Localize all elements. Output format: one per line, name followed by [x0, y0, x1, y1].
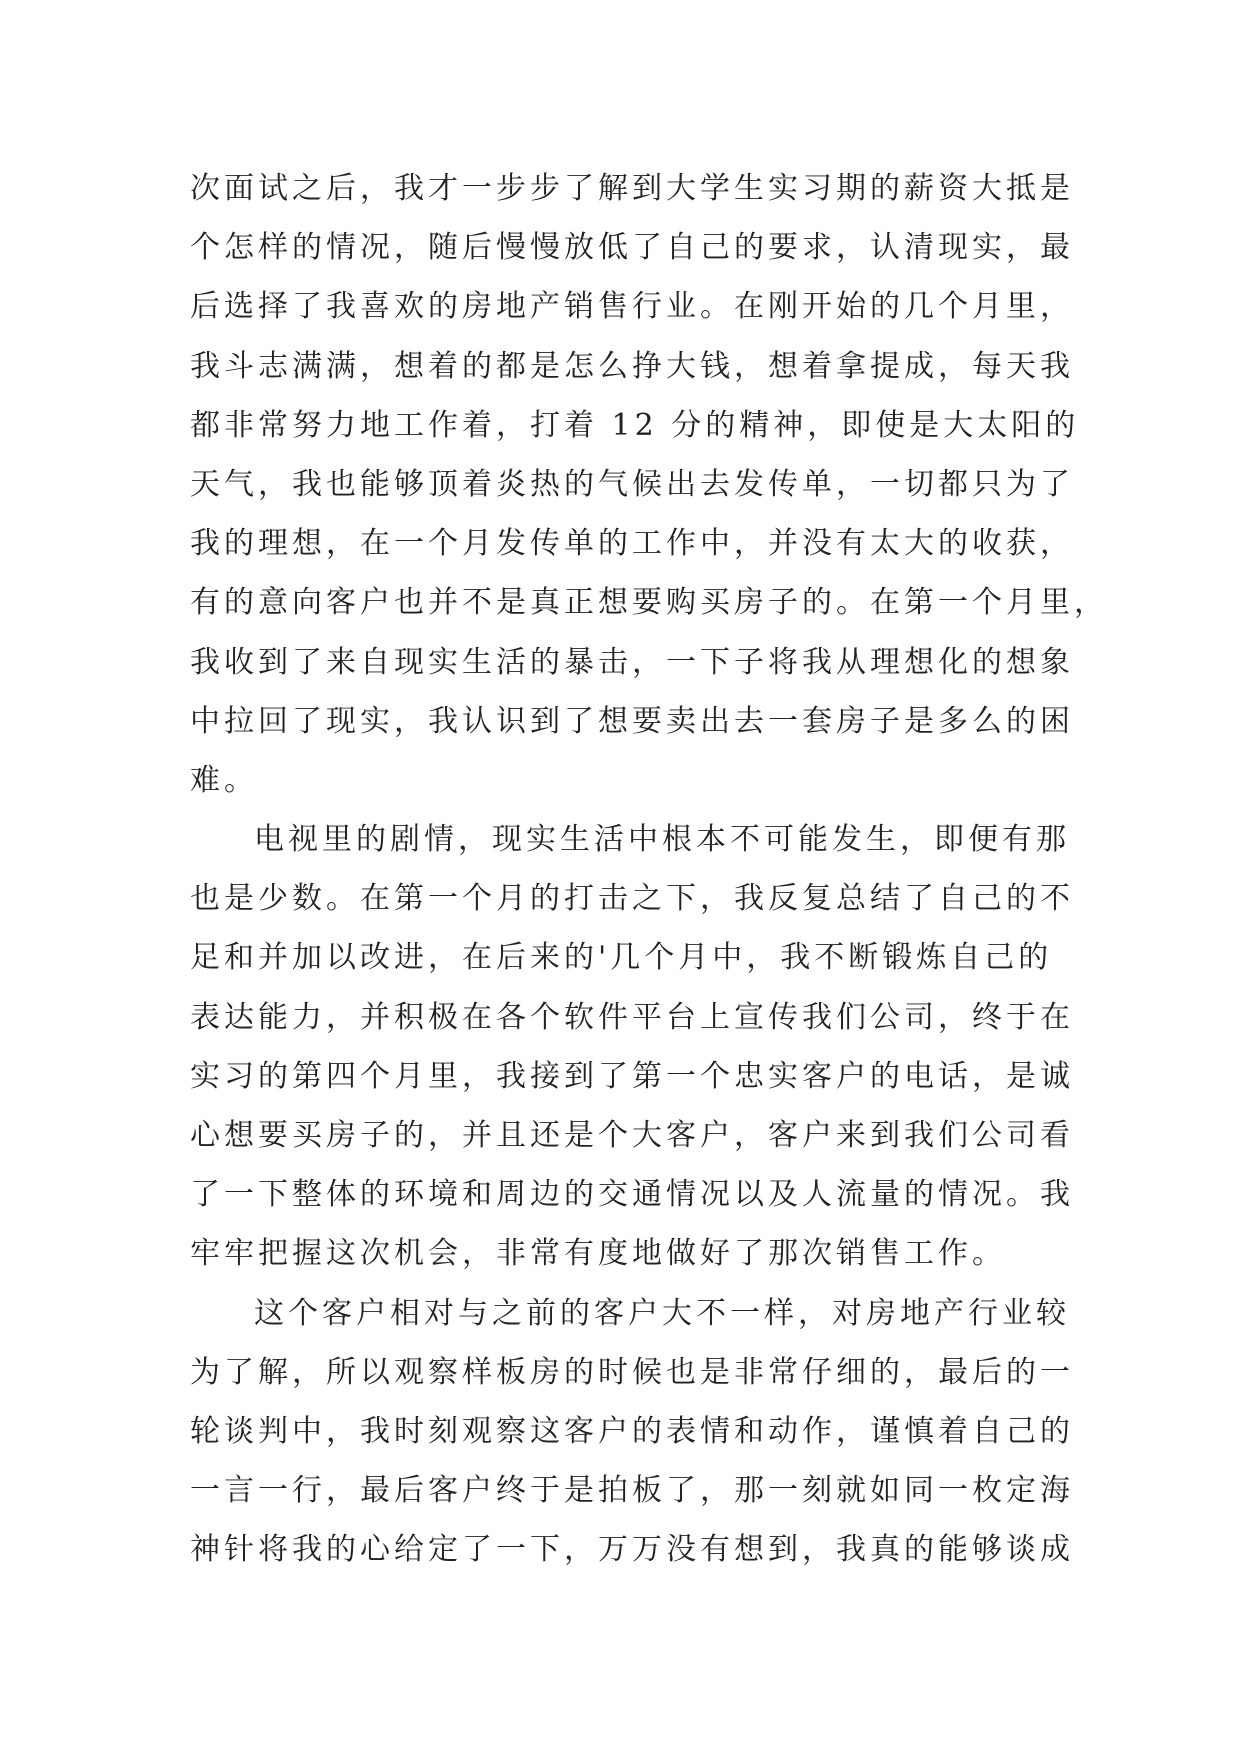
text-line: 我的理想，在一个月发传单的工作中，并没有太大的收获， — [190, 526, 1074, 562]
text-line: 中拉回了现实，我认识到了想要卖出去一套房子是多么的困 — [190, 703, 1074, 739]
paragraph-first-line: 这个客户相对与之前的客户大不一样，对房地产行业较 — [254, 1295, 1070, 1331]
text-line: 表达能力，并积极在各个软件平台上宣传我们公司，终于在 — [190, 999, 1074, 1035]
text-line: 心想要买房子的，并且还是个大客户，客户来到我们公司看 — [190, 1118, 1074, 1153]
text-line: 都非常努力地工作着，打着 12 分的精神，即使是大太阳的 — [190, 407, 1080, 443]
text-line: 实习的第四个月里，我接到了第一个忠实客户的电话，是诚 — [190, 1058, 1074, 1094]
text-line: 难。 — [190, 762, 258, 798]
text-line: 了一下整体的环境和周边的交通情况以及人流量的情况。我 — [190, 1177, 1074, 1213]
text-line: 天气，我也能够顶着炎热的气候出去发传单，一切都只为了 — [190, 466, 1074, 502]
text-line: 个怎样的情况，随后慢慢放低了自己的要求，认清现实，最 — [190, 230, 1074, 266]
paragraph-first-line: 电视里的剧情，现实生活中根本不可能发生，即便有那 — [254, 822, 1070, 858]
text-line: 神针将我的心给定了一下，万万没有想到，我真的能够谈成 — [190, 1532, 1074, 1568]
text-line: 有的意向客户也并不是真正想要购买房子的。在第一个月里， — [190, 585, 1108, 621]
text-line: 也是少数。在第一个月的打击之下，我反复总结了自己的不 — [190, 881, 1074, 917]
text-line: 一言一行，最后客户终于是拍板了，那一刻就如同一枚定海 — [190, 1473, 1074, 1509]
text-line: 足和并加以改进，在后来的'几个月中，我不断锻炼自己的 — [190, 940, 1053, 976]
text-line: 我斗志满满，想着的都是怎么挣大钱，想着拿提成，每天我 — [190, 348, 1074, 384]
text-line: 次面试之后，我才一步步了解到大学生实习期的薪资大抵是 — [190, 171, 1074, 206]
text-line: 后选择了我喜欢的房地产销售行业。在刚开始的几个月里， — [190, 289, 1074, 325]
body-text — [190, 159, 1108, 1580]
text-line: 轮谈判中，我时刻观察这客户的表情和动作，谨慎着自己的 — [190, 1413, 1074, 1449]
text-line: 牢牢把握这次机会，非常有度地做好了那次销售工作。 — [190, 1236, 1006, 1272]
text-line: 为了解，所以观察样板房的时候也是非常仔细的，最后的一 — [190, 1354, 1074, 1390]
text-line: 我收到了来自现实生活的暴击，一下子将我从理想化的想象 — [190, 644, 1074, 680]
